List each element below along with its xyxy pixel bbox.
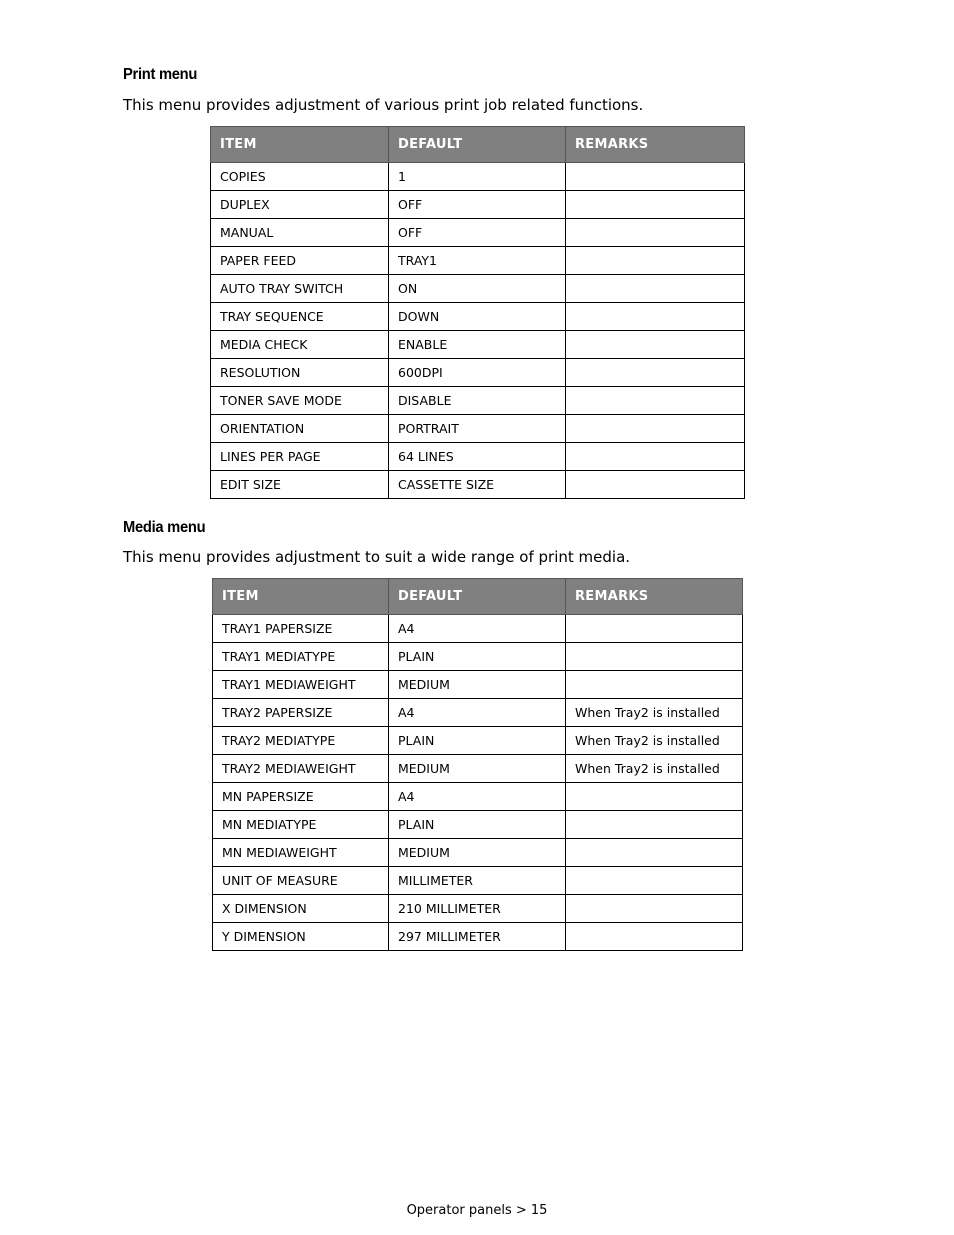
cell-remarks [566, 219, 745, 247]
media-menu-intro: This menu provides adjustment to suit a wide range of print media. [123, 548, 631, 566]
cell-item: EDIT SIZE [211, 471, 389, 499]
header-remarks: REMARKS [566, 127, 745, 163]
print-menu-heading: Print menu [123, 66, 198, 83]
cell-remarks [566, 359, 745, 387]
cell-item: MN PAPERSIZE [213, 783, 389, 811]
cell-default: OFF [389, 191, 566, 219]
cell-remarks [566, 783, 743, 811]
cell-item: UNIT OF MEASURE [213, 867, 389, 895]
table-row [211, 163, 745, 191]
table-row [213, 727, 743, 755]
cell-remarks: When Tray2 is installed [566, 699, 743, 727]
table-row [211, 303, 745, 331]
cell-item: TRAY SEQUENCE [211, 303, 389, 331]
cell-item: RESOLUTION [211, 359, 389, 387]
table-row [213, 699, 743, 727]
table-row [213, 615, 743, 643]
cell-default: CASSETTE SIZE [389, 471, 566, 499]
cell-default: DISABLE [389, 387, 566, 415]
table-header-row [211, 127, 745, 163]
media-menu-heading: Media menu [123, 519, 206, 536]
cell-item: TRAY2 PAPERSIZE [213, 699, 389, 727]
cell-remarks: When Tray2 is installed [566, 727, 743, 755]
table-row [213, 923, 743, 951]
table-row [211, 275, 745, 303]
cell-default: 297 MILLIMETER [389, 923, 566, 951]
cell-item: ORIENTATION [211, 415, 389, 443]
table-row [211, 331, 745, 359]
table-row [213, 643, 743, 671]
cell-default: MEDIUM [389, 755, 566, 783]
cell-remarks [566, 387, 745, 415]
table-row [211, 219, 745, 247]
cell-default: PLAIN [389, 727, 566, 755]
table-row [213, 811, 743, 839]
cell-default: 64 LINES [389, 443, 566, 471]
cell-default: 600DPI [389, 359, 566, 387]
cell-default: TRAY1 [389, 247, 566, 275]
table-row [211, 415, 745, 443]
table-row [213, 671, 743, 699]
header-item: ITEM [211, 127, 389, 163]
header-remarks: REMARKS [566, 579, 743, 615]
cell-remarks [566, 923, 743, 951]
cell-remarks [566, 415, 745, 443]
cell-item: DUPLEX [211, 191, 389, 219]
cell-default: MEDIUM [389, 839, 566, 867]
cell-default: OFF [389, 219, 566, 247]
cell-item: MANUAL [211, 219, 389, 247]
print-menu-intro: This menu provides adjustment of various print job related functions. [123, 96, 644, 114]
table-row [211, 471, 745, 499]
cell-item: X DIMENSION [213, 895, 389, 923]
table-row [211, 387, 745, 415]
table-row [211, 359, 745, 387]
table-row [213, 867, 743, 895]
cell-remarks [566, 471, 745, 499]
cell-default: ON [389, 275, 566, 303]
cell-item: MEDIA CHECK [211, 331, 389, 359]
table-row [213, 755, 743, 783]
table-row [213, 839, 743, 867]
table-header-row [213, 579, 743, 615]
cell-remarks [566, 811, 743, 839]
cell-item: MN MEDIATYPE [213, 811, 389, 839]
cell-remarks [566, 615, 743, 643]
cell-remarks [566, 867, 743, 895]
cell-remarks [566, 895, 743, 923]
media-menu-table [212, 578, 743, 951]
table-row [211, 191, 745, 219]
cell-remarks [566, 839, 743, 867]
cell-default: DOWN [389, 303, 566, 331]
cell-item: TRAY2 MEDIATYPE [213, 727, 389, 755]
table-row [213, 783, 743, 811]
cell-default: PLAIN [389, 811, 566, 839]
print-menu-rows [211, 163, 745, 499]
print-menu-table [210, 126, 745, 499]
cell-remarks [566, 443, 745, 471]
cell-item: COPIES [211, 163, 389, 191]
cell-item: PAPER FEED [211, 247, 389, 275]
cell-item: LINES PER PAGE [211, 443, 389, 471]
cell-remarks [566, 275, 745, 303]
header-item: ITEM [213, 579, 389, 615]
cell-remarks [566, 191, 745, 219]
table-row [211, 443, 745, 471]
table-row [211, 247, 745, 275]
cell-remarks [566, 163, 745, 191]
cell-default: MEDIUM [389, 671, 566, 699]
cell-remarks: When Tray2 is installed [566, 755, 743, 783]
cell-item: Y DIMENSION [213, 923, 389, 951]
cell-default: A4 [389, 699, 566, 727]
cell-default: A4 [389, 783, 566, 811]
cell-item: AUTO TRAY SWITCH [211, 275, 389, 303]
table-row [213, 895, 743, 923]
cell-default: MILLIMETER [389, 867, 566, 895]
cell-default: PORTRAIT [389, 415, 566, 443]
cell-default: A4 [389, 615, 566, 643]
cell-remarks [566, 643, 743, 671]
header-default: DEFAULT [389, 579, 566, 615]
cell-item: TRAY1 PAPERSIZE [213, 615, 389, 643]
cell-item: MN MEDIAWEIGHT [213, 839, 389, 867]
cell-default: PLAIN [389, 643, 566, 671]
cell-remarks [566, 303, 745, 331]
cell-item: TRAY1 MEDIATYPE [213, 643, 389, 671]
cell-item: TONER SAVE MODE [211, 387, 389, 415]
media-menu-rows [213, 615, 743, 951]
page-footer: Operator panels > 15 [406, 1203, 548, 1218]
cell-item: TRAY2 MEDIAWEIGHT [213, 755, 389, 783]
cell-item: TRAY1 MEDIAWEIGHT [213, 671, 389, 699]
cell-default: ENABLE [389, 331, 566, 359]
cell-default: 210 MILLIMETER [389, 895, 566, 923]
cell-remarks [566, 671, 743, 699]
cell-remarks [566, 331, 745, 359]
cell-remarks [566, 247, 745, 275]
header-default: DEFAULT [389, 127, 566, 163]
cell-default: 1 [389, 163, 566, 191]
